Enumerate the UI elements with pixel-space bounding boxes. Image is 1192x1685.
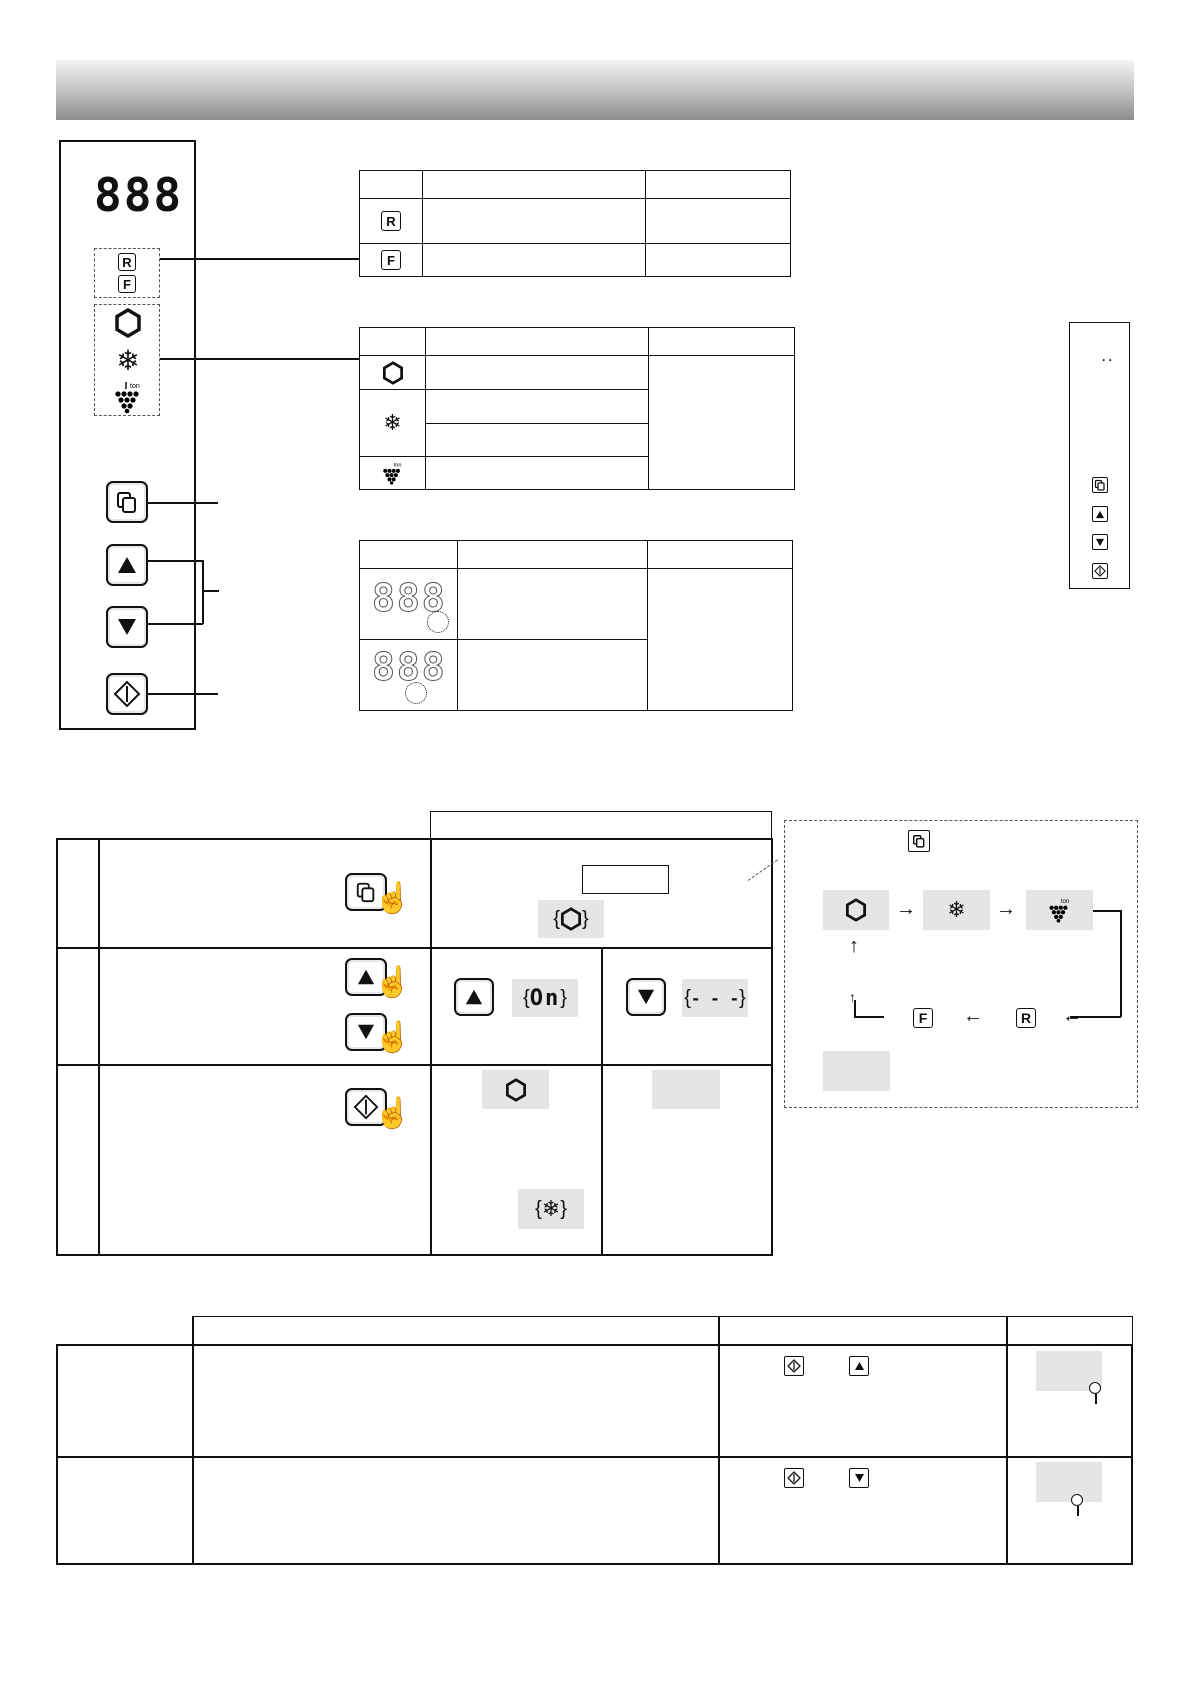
row1-pin-stem — [1095, 1394, 1097, 1404]
triangle-down-icon — [116, 617, 138, 637]
row2-pin-stem — [1077, 1506, 1079, 1516]
grapes-icon — [112, 380, 146, 414]
side-down-icon — [1092, 534, 1108, 550]
dim-digit-display: 888 — [372, 645, 447, 689]
steps-col-sub-divider — [601, 948, 603, 1256]
r-icon: R — [118, 253, 136, 271]
cycle-snowflake — [923, 890, 990, 930]
panel-digit-display: 888 — [94, 168, 184, 222]
blinking-snowflake-display: { ❄ } — [518, 1189, 584, 1229]
triangle-up-icon — [116, 555, 138, 575]
cycle-grapes — [1026, 890, 1093, 930]
hexagon-icon — [560, 907, 582, 931]
hexagon-icon — [845, 898, 867, 922]
steps-col-main-divider — [430, 838, 432, 1256]
leader-bracket-out — [202, 590, 219, 592]
snowflake-icon: ❄ — [947, 897, 966, 922]
arrow-right-icon: → — [996, 898, 1016, 920]
blinking-hexagon-display: { } — [538, 900, 604, 938]
row2-start-icon — [784, 1468, 804, 1488]
leader-bracket-vert — [202, 560, 204, 624]
cycle-blank-display — [823, 1051, 890, 1091]
speech-bubble — [582, 865, 669, 894]
start-button[interactable] — [106, 673, 148, 715]
f-icon: F — [381, 250, 401, 270]
bottom-row-divider — [56, 1456, 1133, 1458]
pressing-hand-icon: ☝ — [374, 1021, 412, 1054]
row1-up-icon — [849, 1356, 869, 1376]
cycle-line-bottom-left — [854, 1016, 884, 1018]
page-header-bar — [56, 60, 1134, 120]
f-icon: F — [118, 275, 136, 293]
leader-line-rf — [160, 258, 360, 260]
hexagon-icon — [114, 308, 142, 338]
bottom-col-divider-3 — [1006, 1316, 1008, 1565]
row1-start-icon — [784, 1356, 804, 1376]
row1-indicator-pin — [1089, 1382, 1101, 1394]
steps-header-cell — [430, 811, 772, 839]
pressing-hand-icon: ☝ — [374, 882, 412, 915]
pressing-hand-icon: ☝ — [374, 966, 412, 999]
dot-highlight-circle — [427, 611, 449, 633]
svg-text:ton: ton — [393, 462, 402, 469]
steps-row-divider-1 — [56, 947, 773, 949]
step2-result-up-icon — [454, 978, 494, 1016]
cycle-r-icon: R — [1016, 1008, 1036, 1028]
dot-highlight-circle — [405, 682, 427, 704]
cycle-hexagon — [823, 890, 889, 930]
row2-indicator-pin — [1071, 1494, 1083, 1506]
arrow-left-icon: ← — [963, 1005, 983, 1027]
hexagon-result-display — [482, 1070, 549, 1109]
start-diamond-icon — [113, 680, 141, 708]
pressing-hand-icon: ☝ — [374, 1097, 412, 1130]
triangle-up-icon — [464, 988, 484, 1006]
side-panel-dots: . . — [1102, 350, 1113, 364]
cycle-line-right-vert — [1120, 910, 1122, 1017]
side-start-icon — [1092, 563, 1108, 579]
bottom-col-divider-2 — [718, 1316, 720, 1565]
leader-line-select — [148, 502, 218, 504]
snowflake-icon: ❄ — [116, 344, 140, 376]
leader-line-modes — [160, 358, 360, 360]
mode-table — [359, 327, 795, 490]
hexagon-icon — [382, 361, 404, 385]
select-button[interactable] — [106, 481, 148, 523]
hexagon-icon — [505, 1078, 527, 1102]
on-display: { On } — [512, 979, 578, 1017]
svg-text:ton: ton — [130, 383, 140, 390]
arrow-left-icon: ← — [1062, 1005, 1082, 1027]
side-select-icon — [1092, 477, 1108, 493]
cycle-select-icon — [908, 830, 930, 852]
bottom-table — [56, 1344, 1133, 1565]
step2-result-down-icon — [626, 978, 666, 1016]
steps-table — [56, 838, 773, 1256]
side-up-icon — [1092, 506, 1108, 522]
grapes-icon — [1047, 897, 1073, 923]
snowflake-icon: ❄ — [541, 1196, 561, 1221]
arrow-up-icon: ↑ — [849, 989, 856, 1005]
steps-row-divider-2 — [56, 1064, 773, 1066]
display-dot-table — [359, 540, 793, 711]
up-button[interactable] — [106, 544, 148, 586]
dim-digit-display: 888 — [372, 576, 447, 620]
row2-down-icon — [849, 1468, 869, 1488]
svg-text:ton: ton — [1060, 898, 1069, 906]
steps-col-num-divider — [98, 838, 100, 1256]
grapes-icon — [381, 461, 405, 485]
cycle-line-right-top — [1093, 910, 1121, 912]
leader-bracket-up — [148, 560, 203, 562]
rf-table — [359, 170, 791, 277]
row2-display — [1036, 1462, 1102, 1502]
copy-icon — [115, 490, 139, 514]
off-display: { - - - } — [682, 979, 748, 1017]
triangle-down-icon — [636, 988, 656, 1006]
bottom-table-header — [193, 1316, 1133, 1345]
bottom-col-divider-1 — [192, 1316, 194, 1565]
triangle-down-icon — [356, 1023, 376, 1041]
r-icon: R — [381, 211, 401, 231]
down-button[interactable] — [106, 606, 148, 648]
blank-result-display — [652, 1070, 720, 1109]
arrow-up-icon: ↑ — [849, 935, 859, 957]
leader-bracket-down — [148, 623, 203, 625]
triangle-up-icon — [356, 968, 376, 986]
leader-line-start — [148, 693, 218, 695]
snowflake-icon: ❄ — [383, 410, 402, 435]
cycle-f-icon: F — [913, 1008, 933, 1028]
arrow-right-icon: → — [896, 898, 916, 920]
